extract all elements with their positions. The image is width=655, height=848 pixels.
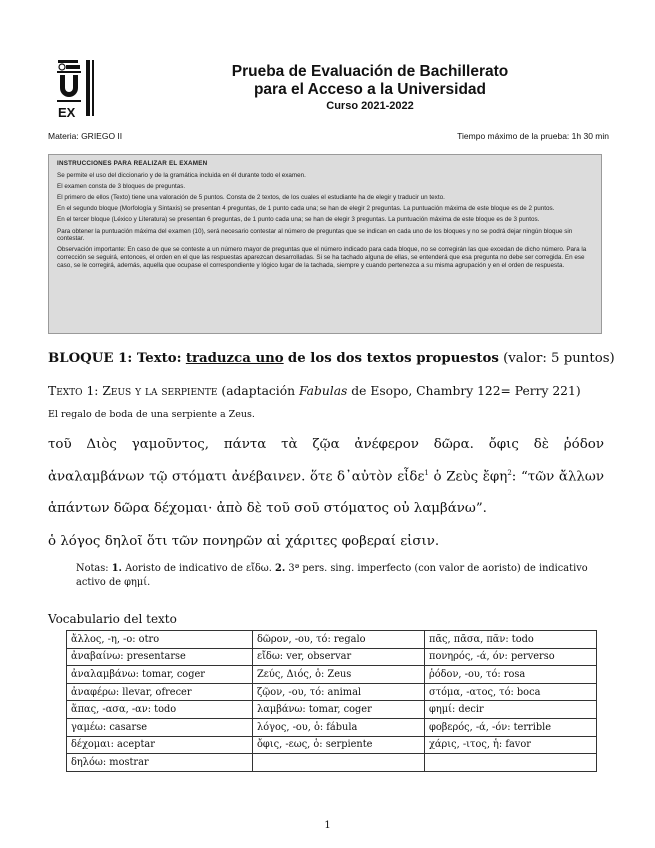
vocab-row <box>67 631 597 649</box>
vocab-cell: ἅπας, -ασα, -αν: todo <box>67 701 253 719</box>
bloque1-value: (valor: 5 puntos) <box>503 351 615 366</box>
greek-line-4: ὁ λόγος δηλοῖ ὅτι τῶν πονηρῶν αἱ χάριτες φοβεραί εἰσιν. <box>48 534 440 549</box>
vocab-cell <box>253 754 425 772</box>
vocab-row <box>67 666 597 684</box>
instruction-item: Para obtener la puntuación máxima del examen (10), será necesario contestar al número de preguntas que se indican en cada uno de los bloques y no se podrá dejar ningún bloque sin contestar. <box>57 227 573 243</box>
university-logo <box>52 58 100 120</box>
note-2-number: 2. <box>275 563 286 574</box>
vocab-cell: ῥόδον, -ου, τό: rosa <box>425 666 597 684</box>
vocab-cell: εἴδω: ver, observar <box>253 648 425 666</box>
vocab-cell: δέχομαι: aceptar <box>67 736 253 754</box>
vocab-title: Vocabulario del texto <box>48 612 177 626</box>
header-course: Curso 2021-2022 <box>326 100 414 112</box>
texto1-subtitle: El regalo de boda de una serpiente a Zeus. <box>48 409 255 420</box>
time-limit-label: Tiempo máximo de la prueba: 1h 30 min <box>457 131 609 141</box>
texto1-heading <box>48 384 581 398</box>
vocab-cell: ἀναλαμβάνω: tomar, coger <box>67 666 253 684</box>
vocab-cell: στόμα, -ατος, τό: boca <box>425 683 597 701</box>
greek-line-1: τοῦ Διὸς γαμοῦντος, πάντα τὰ ζῷα ἀνέφερον δῶρα. ὄφις δὲ ῥόδον <box>48 437 604 452</box>
header-title-line2: para el Acceso a la Universidad <box>253 81 487 98</box>
greek-line-2b: ὁ Ζεὺς ἔφη <box>433 469 508 485</box>
vocab-row <box>67 718 597 736</box>
note-ref-2: 2 <box>507 469 512 477</box>
bloque1-instruction-rest: de los dos textos propuestos <box>287 351 499 366</box>
vocab-cell: λαμβάνω: tomar, coger <box>253 701 425 719</box>
instruction-item: En el segundo bloque (Morfología y Sintaxis) se presentan 4 preguntas, de 1 punto cada una; se han de elegir 2 preguntas. La puntuación máxima de este bloque es de 2 puntos. <box>57 205 555 213</box>
greek-line-2c: : “τῶν ἄλλων <box>511 469 604 485</box>
vocab-row <box>67 683 597 701</box>
vocab-cell: ἀναφέρω: llevar, ofrecer <box>67 683 253 701</box>
vocab-cell: φοβερός, -ά, -όν: terrible <box>425 718 597 736</box>
texto1-label: Texto 1: Zeus y la serpiente <box>48 384 218 398</box>
vocab-cell: λόγος, -ου, ὁ: fábula <box>253 718 425 736</box>
vocab-cell: ἄλλος, -η, -ο: otro <box>67 631 253 649</box>
uex-emblem-icon <box>52 58 100 120</box>
header-title-line1: Prueba de Evaluación de Bachillerato <box>231 63 509 80</box>
instructions-title: INSTRUCCIONES PARA REALIZAR EL EXAMEN <box>57 160 208 167</box>
bloque1-heading <box>48 351 615 366</box>
exam-header <box>190 63 550 113</box>
greek-line-3: ἁπάντων δῶρα δέχομαι· ἀπὸ δὲ τοῦ σοῦ στόματος οὐ λαμβάνω”. <box>48 501 487 516</box>
vocab-cell: χάρις, -ιτος, ἡ: favor <box>425 736 597 754</box>
instruction-item: El primero de ellos (Texto) tiene una valoración de 5 puntos. Consta de 2 textos, de los cuales el estudiante ha de elegir y traducir un texto. <box>57 193 445 201</box>
vocab-table <box>66 630 597 772</box>
vocab-cell: ὄφις, -εως, ὁ: serpiente <box>253 736 425 754</box>
vocab-cell: φημί: decir <box>425 701 597 719</box>
notes-label: Notas: <box>76 563 109 574</box>
instruction-item: En el tercer bloque (Léxico y Literatura) se presentan 6 preguntas, de 1 punto cada una; se han de elegir 3 preguntas. La puntuación máxima de este bloque es de 3 puntos. <box>57 216 540 224</box>
texto1-source-post: de Esopo, Chambry 122= Perry 221) <box>351 384 581 398</box>
vocab-row <box>67 736 597 754</box>
texto1-source-pre: (adaptación <box>221 384 296 398</box>
notes <box>76 562 604 590</box>
instruction-item: Se permite el uso del diccionario y de la gramática incluida en él durante todo el examen. <box>57 171 306 179</box>
vocab-row <box>67 648 597 666</box>
vocab-cell: γαμέω: casarse <box>67 718 253 736</box>
vocab-cell: ἀναβαίνω: presentarse <box>67 648 253 666</box>
vocab-cell: Ζεύς, Διός, ὁ: Zeus <box>253 666 425 684</box>
page-number: 1 <box>324 820 331 831</box>
instruction-item: El examen consta de 3 bloques de preguntas. <box>57 182 186 190</box>
note-ref-1: 1 <box>424 469 429 477</box>
bloque1-label: BLOQUE 1: Texto: <box>48 351 182 366</box>
vocab-cell: πᾶς, πᾶσα, πᾶν: todo <box>425 631 597 649</box>
instruction-item: Observación importante: En caso de que se conteste a un número mayor de preguntas que el número indicado para cada bloque, no se corregirán las que excedan de dicho número. Para la corrección se seguirá, entonces, el orden en el que las respuestas aparezcan desarrolladas. Si se ha tachado alguna de ellas, se entenderá que esa pregunta no debe ser corregida. En ese caso, se le corregirá, además, aquella que ocupase el correspondiente y lógico lugar de la tachada, siempre y cuando pertenezca a su misma agrupación y en el orden de respuesta. <box>57 246 587 269</box>
texto1-source-title: Fabulas <box>298 384 348 398</box>
greek-line-2a: ἀναλαμβάνων τῷ στόματι ἀνέβαινεν. ὅτε δ᾽αὐτὸν εἶδε <box>48 469 425 485</box>
vocab-cell: πονηρός, -ά, όν: perverso <box>425 648 597 666</box>
vocab-cell <box>425 754 597 772</box>
bloque1-instruction-underlined: traduzca uno <box>185 351 284 366</box>
svg-text:EX: EX <box>58 105 76 120</box>
instructions-box <box>48 154 602 334</box>
greek-line-2 <box>48 469 604 484</box>
vocab-row <box>67 701 597 719</box>
note-1-text: Aoristo de indicativo de εἴδω. <box>125 563 272 574</box>
note-2-text: 3ª pers. sing. imperfecto (con valor de aoristo) de indicativo activo de φημί. <box>76 563 588 588</box>
vocab-cell: δηλόω: mostrar <box>67 754 253 772</box>
subject-label: Materia: GRIEGO II <box>48 131 123 141</box>
vocab-cell: ζῷον, -ου, τό: animal <box>253 683 425 701</box>
vocab-cell: δῶρον, -ου, τό: regalo <box>253 631 425 649</box>
vocab-row <box>67 754 597 772</box>
note-1-number: 1. <box>111 563 122 574</box>
